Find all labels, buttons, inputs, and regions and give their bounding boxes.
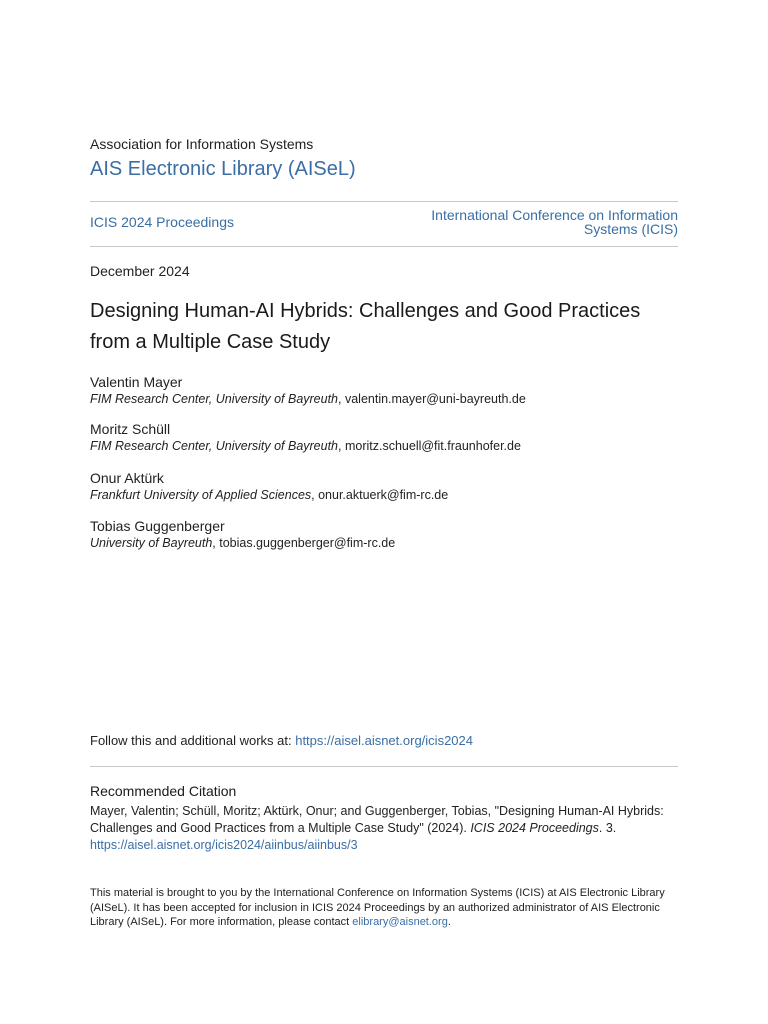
author-block	[90, 373, 690, 407]
author-affiliation: Frankfurt University of Applied Sciences	[90, 488, 312, 502]
citation-link[interactable]: https://aisel.aisnet.org/icis2024/aiinbus/aiinbus/3	[90, 838, 358, 852]
follow-link[interactable]: https://aisel.aisnet.org/icis2024	[295, 733, 473, 748]
notice-end: .	[447, 916, 451, 928]
author-email: , tobias.guggenberger@fim-rc.de	[212, 536, 396, 550]
citation-rule	[90, 766, 678, 767]
citation-line-2-prefix: Challenges and Good Practices from a Multiple Case Study" (2024).	[90, 821, 471, 835]
recommended-citation-body	[90, 803, 680, 854]
author-affiliation-line	[90, 391, 690, 407]
library-link[interactable]: AIS Electronic Library (AISeL)	[90, 158, 356, 180]
author-affiliation-line	[90, 438, 690, 454]
follow-text: Follow this and additional works at:	[90, 733, 296, 748]
publication-date: December 2024	[90, 263, 190, 279]
author-email: , onur.aktuerk@fim-rc.de	[311, 488, 449, 502]
citation-proceedings: ICIS 2024 Proceedings	[470, 821, 599, 835]
paper-title-line-1: Designing Human-AI Hybrids: Challenges and Good Practices	[90, 300, 641, 322]
author-name: Tobias Guggenberger	[90, 518, 225, 534]
paper-title-line-2: from a Multiple Case Study	[90, 331, 331, 353]
paper-title	[90, 296, 680, 358]
conference-link[interactable]	[398, 208, 678, 236]
recommended-citation-heading: Recommended Citation	[90, 783, 237, 799]
author-affiliation-line	[90, 535, 690, 551]
notice-text: This material is brought to you by the International Conference on Information Systems (ICIS) at AIS Electronic Library (AISeL). It has been accepted for inclusion in ICIS 2024 Proceedings by an authorized administrator of AIS Electronic Library (AISeL). For more information, please contact	[90, 887, 665, 928]
author-email: , moritz.schuell@fit.fraunhofer.de	[338, 439, 521, 453]
citation-line-1: Mayer, Valentin; Schüll, Moritz; Aktürk, Onur; and Guggenberger, Tobias, "Designing Human-AI Hybrids:	[90, 804, 664, 818]
author-affiliation: FIM Research Center, University of Bayreuth	[90, 392, 339, 406]
conference-line-1: International Conference on Information	[431, 207, 678, 223]
author-block	[90, 517, 690, 551]
organization-name: Association for Information Systems	[90, 136, 314, 152]
series-link[interactable]: ICIS 2024 Proceedings	[90, 214, 234, 230]
header-rule-top	[90, 201, 678, 202]
header-rule-bottom	[90, 246, 678, 247]
conference-line-2: Systems (ICIS)	[583, 221, 678, 237]
follow-line	[90, 733, 473, 748]
author-name: Moritz Schüll	[90, 421, 171, 437]
author-email: , valentin.mayer@uni-bayreuth.de	[338, 392, 526, 406]
author-name: Valentin Mayer	[90, 374, 183, 390]
author-block	[90, 469, 690, 503]
author-block	[90, 420, 690, 454]
citation-line-2-suffix: . 3.	[598, 821, 617, 835]
author-affiliation-line	[90, 487, 690, 503]
author-affiliation: University of Bayreuth	[90, 536, 213, 550]
author-affiliation: FIM Research Center, University of Bayreuth	[90, 439, 339, 453]
author-name: Onur Aktürk	[90, 470, 164, 486]
access-notice	[90, 886, 680, 930]
contact-email-link[interactable]: elibrary@aisnet.org	[352, 916, 448, 928]
